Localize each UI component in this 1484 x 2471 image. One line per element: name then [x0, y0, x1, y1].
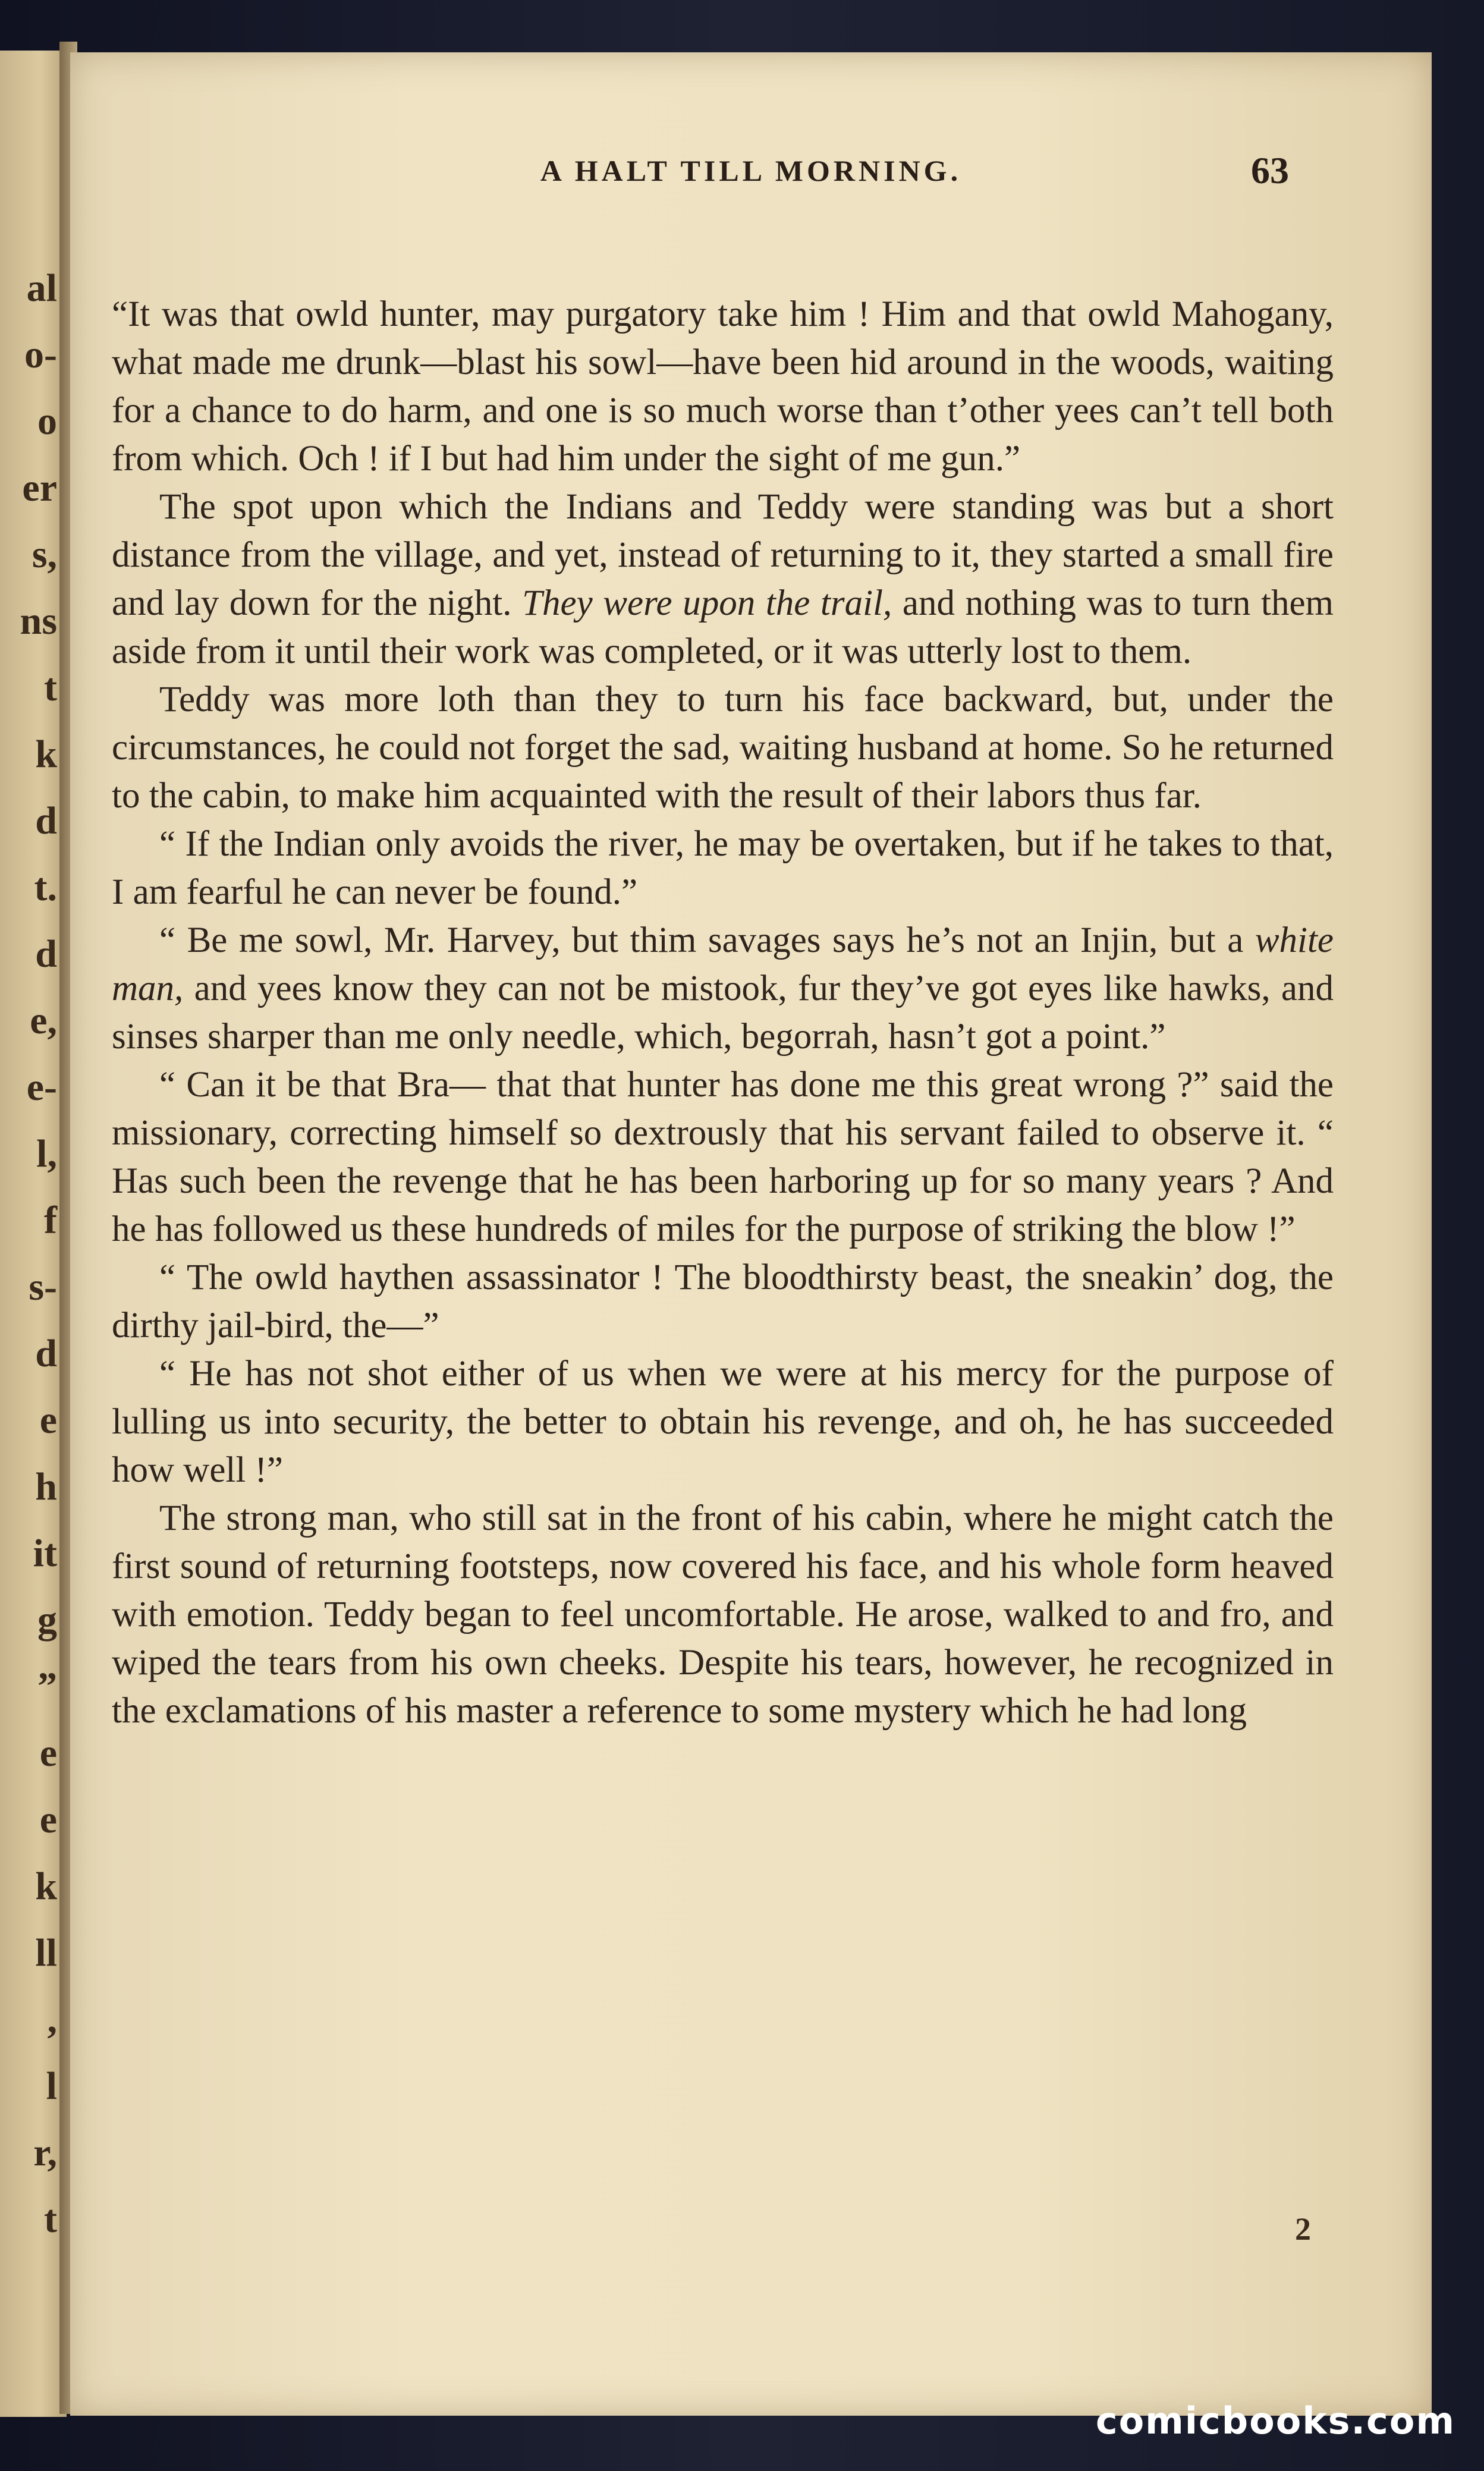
paragraph: [112, 290, 1334, 483]
facing-page-fragment: e: [39, 1798, 57, 1841]
book-page: [70, 52, 1432, 2416]
facing-page-fragment: o-: [24, 333, 57, 376]
facing-page-fragment: e,: [30, 999, 57, 1042]
facing-page-fragment: it: [33, 1532, 57, 1575]
facing-page-fragment: k: [35, 1865, 57, 1908]
text-run: Teddy was more loth than they to turn his face backward, but, under the circumstances, he could not forget the sad, waiting husband at home. So he returned to the cabin, to make him acquainted with the result of their labors thus far.: [112, 680, 1334, 816]
facing-page-fragment: al: [26, 266, 57, 310]
facing-page-fragment: ”: [37, 1665, 57, 1708]
text-run: “ The owld haythen assassinator ! The bloodthirsty beast, the sneakin’ dog, the dirthy jail-bird, the—”: [112, 1257, 1334, 1345]
page-number: 63: [1251, 149, 1289, 191]
facing-page-fragment: l,: [36, 1132, 57, 1175]
text-run: “ Be me sowl, Mr. Harvey, but thim savages says he’s not an Injin, but a: [159, 920, 1255, 960]
facing-page-fragment: s-: [29, 1265, 57, 1309]
text-run: “ He has not shot either of us when we were at his mercy for the purpose of lulling us into security, the better to obtain his revenge, and oh, he has succeeded how well !”: [112, 1354, 1334, 1490]
facing-page-fragment: ,: [47, 1998, 57, 2041]
text-run: and yees know they can not be mistook, fur they’ve got eyes like hawks, and sinses sharper than me only needle, which, begorrah, hasn’t got a point.”: [112, 969, 1334, 1057]
facing-page-fragment: t: [44, 666, 57, 709]
facing-page-fragment: l: [46, 2064, 57, 2108]
text-run: “ Can it be that Bra— that that hunter has done me this great wrong ?” said the missionary, correcting himself so dextrously that his servant failed to observe it. “ Has such been the revenge that he has been harboring up for so many years ? And he has followed us these hundreds of miles for the purpose of striking the blow !”: [112, 1065, 1334, 1249]
facing-page-fragment: ll: [35, 1931, 57, 1975]
facing-page-fragment: k: [35, 733, 57, 776]
text-run: “It was that owld hunter, may purgatory take him ! Him and that owld Mahogany, what made me drunk—blast his sowl—have been hid around in the woods, waiting for a chance to do harm, and one is so much worse than t’other yees can’t tell both from which. Och ! if I but had him under the sight of me gun.”: [112, 294, 1334, 479]
paragraph: [112, 675, 1334, 820]
facing-page-fragment: s,: [32, 533, 57, 576]
text-run: The strong man, who still sat in the front of his cabin, where he might catch the first sound of returning footsteps, now covered his face, and his whole form heaved with emotion. Teddy began to feel uncomfortable. He arose, walked to and fro, and wiped the tears from his own cheeks. Despite his tears, however, he recognized in the exclamations of his master a reference to some mystery which he had long: [112, 1498, 1334, 1731]
page-header: [70, 149, 1432, 207]
paragraph: [112, 916, 1334, 1061]
paragraph: [112, 1350, 1334, 1494]
body-text: [112, 290, 1334, 1735]
facing-page-fragment: r,: [33, 2131, 57, 2174]
running-head: A HALT TILL MORNING.: [540, 154, 962, 187]
italic-text: white man,: [112, 920, 1334, 1008]
facing-page-fragment: ns: [20, 599, 57, 643]
facing-page-edge: [0, 51, 67, 2417]
facing-page-fragment: t.: [34, 866, 57, 909]
text-run: “ If the Indian only avoids the river, he may be overtaken, but if he takes to that, I am fearful he can never be found.”: [112, 824, 1334, 912]
watermark: comicbooks.com: [1095, 2399, 1455, 2442]
facing-page-fragment: d: [35, 1332, 57, 1375]
italic-text: They were upon the trail,: [522, 583, 892, 623]
facing-page-fragment: o: [37, 400, 57, 443]
facing-page-fragment: t: [44, 2198, 57, 2241]
paragraph: [112, 820, 1334, 916]
facing-page-fragment: e: [39, 1731, 57, 1775]
facing-page-fragment: g: [37, 1598, 57, 1642]
paragraph: [112, 1253, 1334, 1350]
facing-page-fragment: d: [35, 799, 57, 842]
paragraph: [112, 1494, 1334, 1735]
facing-page-fragment: e-: [26, 1065, 57, 1109]
facing-page-fragment: e: [39, 1398, 57, 1442]
text-run: The spot upon which the Indians and Teddy were standing was but a short distance from the village, and yet, instead of returning to it, they started a small fire and lay down for the night.: [112, 487, 1334, 623]
facing-page-fragment: f: [44, 1199, 57, 1242]
paragraph: [112, 1061, 1334, 1253]
facing-page-fragment: er: [22, 466, 57, 510]
corner-mark: 2: [1295, 2211, 1311, 2247]
facing-page-fragment: d: [35, 932, 57, 976]
text-run: and nothing was to turn them aside from it until their work was completed, or it was utterly lost to them.: [112, 583, 1334, 671]
paragraph: [112, 483, 1334, 675]
facing-page-fragment: h: [35, 1465, 57, 1508]
